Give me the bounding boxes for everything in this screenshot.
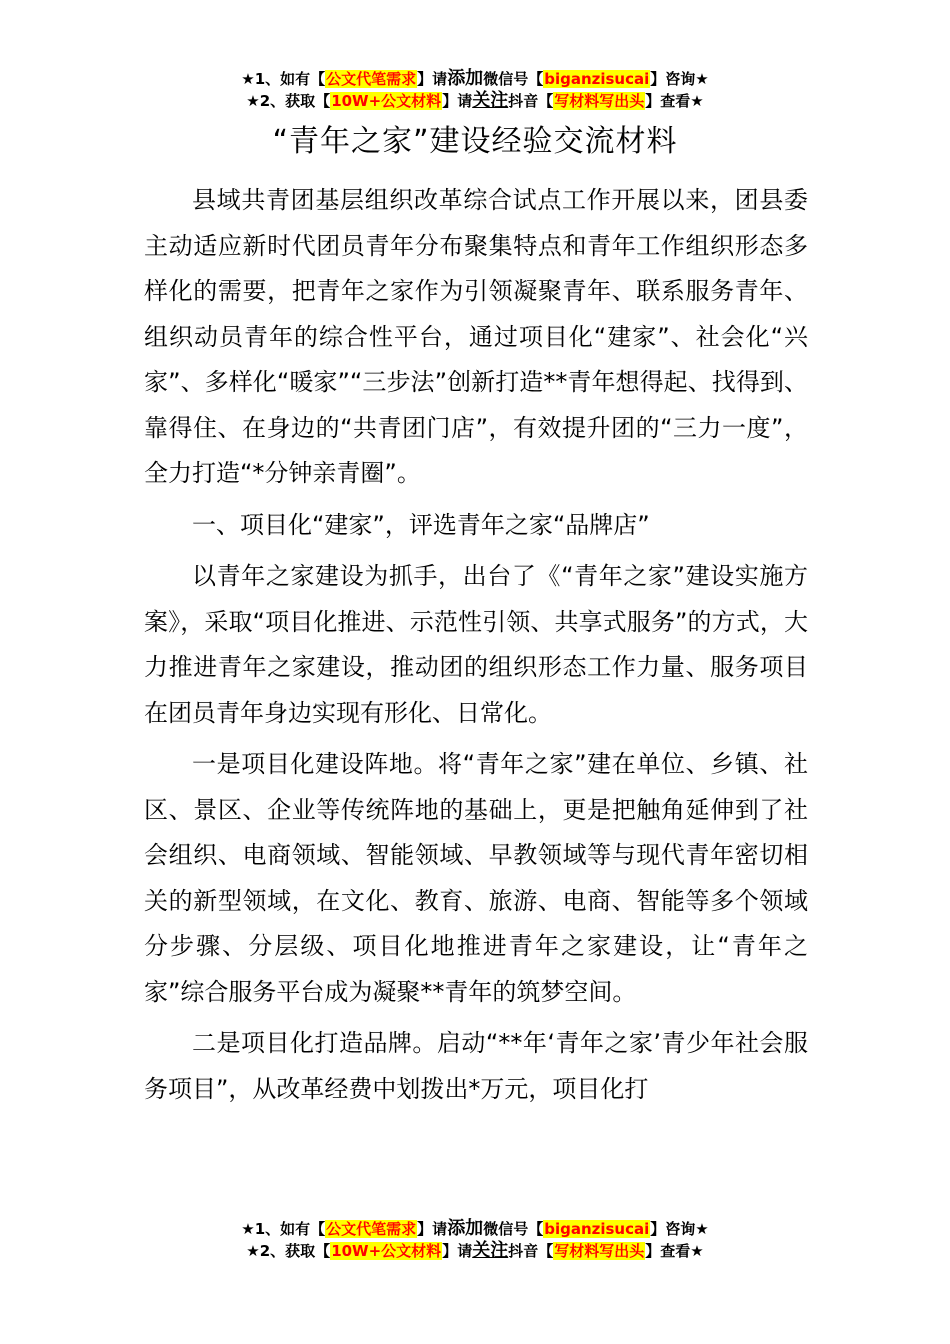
- promo-text: 2、获取【: [259, 1242, 331, 1260]
- promo-text: 】咨询★: [650, 1220, 709, 1238]
- promo-text: 抖音【: [508, 92, 554, 110]
- paragraph-section-1: 以青年之家建设为抓手，出台了《“青年之家”建设实施方案》，采取“项目化推进、示范性引领、共享式服务”的方式，大力推进青年之家建设，推动团的组织形态工作力量、服务项目在团员青年身边实现有形化、日常化。: [144, 562, 808, 727]
- promo-line-2: [0, 1240, 950, 1262]
- promo-highlight: 公文代笔需求: [326, 1220, 417, 1238]
- promo-highlight: 公文代笔需求: [326, 70, 417, 88]
- document-title: “青年之家”建设经验交流材料: [272, 124, 678, 159]
- promo-text: 】请: [442, 1242, 473, 1260]
- promo-text: 1、如有【: [254, 70, 326, 88]
- promo-text: 】请: [417, 1220, 448, 1238]
- paragraph-intro: 县域共青团基层组织改革综合试点工作开展以来，团县委主动适应新时代团员青年分布聚集特点和青年工作组织形态多样化的需要，把青年之家作为引领凝聚青年、联系服务青年、组织动员青年的综合性平台，通过项目化“建家”、社会化“兴家”、多样化“暖家”“三步法”创新打造**青年想得起、找得到、靠得住、在身边的“共青团门店”，有效提升团的“三力一度”，全力打造“*分钟亲青圈”。: [144, 186, 808, 487]
- paragraph-point-2: 二是项目化打造品牌。启动“**年‘青年之家’青少年社会服务项目”，从改革经费中划拨出*万元，项目化打: [144, 1029, 808, 1103]
- promo-footer: [0, 1218, 950, 1262]
- promo-text: 】请: [442, 92, 473, 110]
- star-icon: ★: [246, 92, 260, 110]
- promo-text: 】查看★: [645, 1242, 704, 1260]
- promo-text: 】咨询★: [650, 70, 709, 88]
- promo-text: 微信号【: [483, 1220, 544, 1238]
- promo-text: 2、获取【: [259, 92, 331, 110]
- promo-line-1: [0, 68, 950, 90]
- promo-highlight: 10W+公文材料: [331, 92, 442, 110]
- star-icon: ★: [246, 1242, 260, 1260]
- promo-text: 】查看★: [645, 92, 704, 110]
- star-icon: ★: [241, 70, 255, 88]
- promo-highlight: 10W+公文材料: [331, 1242, 442, 1260]
- star-icon: ★: [241, 1220, 255, 1238]
- promo-emphasis: 关注: [472, 1240, 509, 1261]
- paragraph-point-1: 一是项目化建设阵地。将“青年之家”建在单位、乡镇、社区、景区、企业等传统阵地的基础上，更是把触角延伸到了社会组织、电商领域、智能领域、早教领域等与现代青年密切相关的新型领域，在文化、教育、旅游、电商、智能等多个领域分步骤、分层级、项目化地推进青年之家建设，让“青年之家”综合服务平台成为凝聚**青年的筑梦空间。: [144, 750, 808, 1006]
- promo-line-2: [0, 90, 950, 112]
- promo-text: 微信号【: [483, 70, 544, 88]
- promo-text: 抖音【: [508, 1242, 554, 1260]
- promo-highlight-douyin: 写材料写出头: [554, 1242, 645, 1260]
- promo-highlight-wechat: biganzisucai: [544, 1220, 650, 1238]
- promo-header: [0, 68, 950, 112]
- promo-highlight-douyin: 写材料写出头: [554, 92, 645, 110]
- document-body: [144, 178, 808, 1118]
- promo-line-1: [0, 1218, 950, 1240]
- promo-highlight-wechat: biganzisucai: [544, 70, 650, 88]
- promo-text: 1、如有【: [254, 1220, 326, 1238]
- promo-emphasis: 关注: [472, 90, 509, 111]
- promo-text: 】请: [417, 70, 448, 88]
- promo-emphasis: 添加: [447, 1218, 484, 1239]
- section-heading-1: 一、项目化“建家”，评选青年之家“品牌店”: [192, 510, 650, 539]
- promo-emphasis: 添加: [447, 68, 484, 89]
